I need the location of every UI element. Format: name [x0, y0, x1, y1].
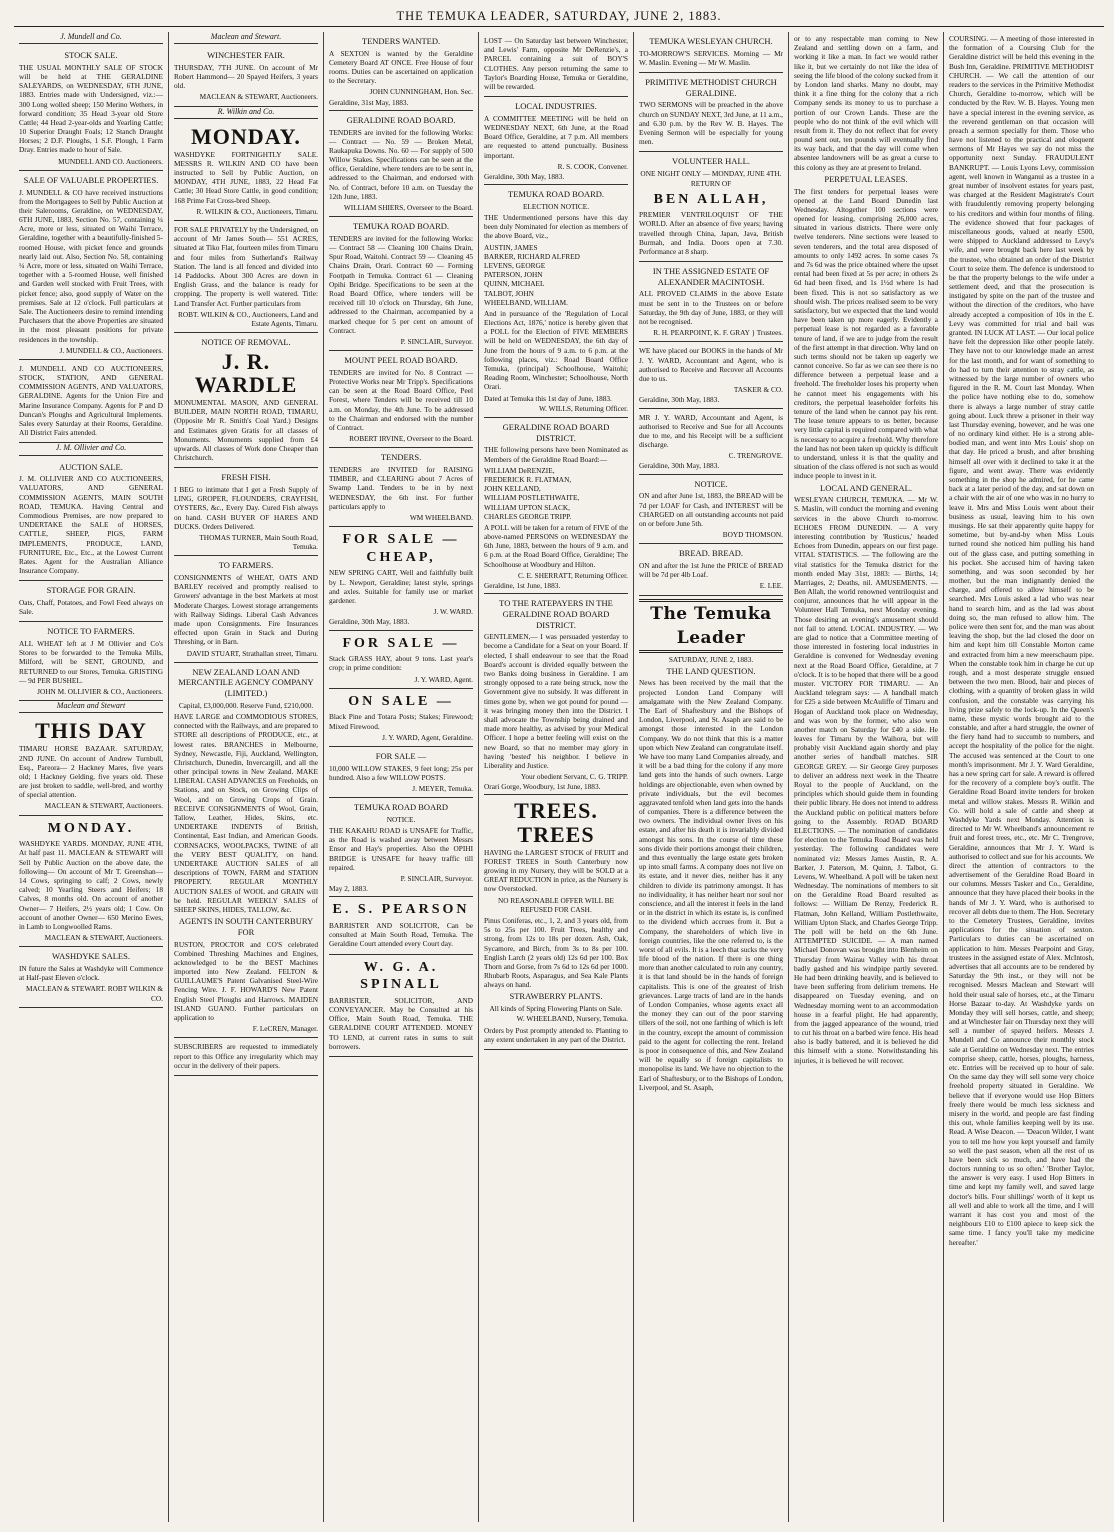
ad-body: CONSIGNMENTS of WHEAT, OATS AND BARLEY received and promptly realised to Growers' advantage in the best Markets at most Moderate Charges. Lowest storage arrangements with Railway Sidings. Liberal Cash Advances made upon Consignments. Fire Insurances effected upon Grain in Stack and During Threshing, or in Barn.: [174, 573, 318, 647]
ad-subtitle: AGENTS IN SOUTH CANTERBURY FOR: [178, 916, 314, 937]
ad-signature: J. Y. WARD, Agent.: [414, 674, 473, 684]
ad-date: Geraldine, 30th May, 1883.: [639, 461, 720, 471]
ad-headline: ON SALE —: [348, 693, 454, 709]
nominee-1: AUSTIN, JAMES: [484, 242, 538, 252]
ad-body: Black Pine and Totara Posts; Stakes; Firewood; Mixed Firewood.: [329, 712, 473, 731]
nominee-5: WILLIAM UPTON SLACK,: [484, 502, 571, 512]
nominee-6: TALBOT, JOHN: [484, 288, 534, 298]
ad-signature: WM WHEELBAND.: [409, 513, 473, 523]
ad-body: WE have placed our BOOKS in the hands of Mr J. Y. WARD, Accountant and Agent, who is authorised to Receive and Recover all Accounts due to us.: [639, 346, 783, 383]
header-mundell: J. Mundell and Co.: [19, 32, 163, 44]
ad-tenders: [329, 448, 473, 527]
ad-title: WINCHESTER FAIR.: [207, 50, 285, 61]
ad-date: Geraldine, 30th May, 1883.: [639, 395, 720, 405]
ad-title: IN THE ASSIGNED ESTATE OF ALEXANDER MACINTOSH.: [652, 266, 770, 287]
ad-private-sale: [174, 221, 318, 333]
ad-signature: C. TRENGROVE.: [728, 451, 783, 461]
ad-on-sale: [329, 689, 473, 747]
ad-capital: Capital, £3,000,000. Reserve Fund, £210,000.: [178, 700, 314, 710]
ad-aspinall: [329, 955, 473, 1057]
ad-subtitle: NOTICE.: [386, 814, 416, 824]
ad-title: BREAD. BREAD.: [679, 548, 743, 559]
ad-title: TEMUKA ROAD BOARD.: [352, 221, 450, 232]
ad-signature: J. MEYER, Temuka.: [412, 784, 473, 794]
ad-signature: J. Y. WARD, Agent, Geraldine.: [382, 732, 473, 742]
ad-grass-hay: [329, 631, 473, 689]
ad-body: THE KAKAHU ROAD is UNSAFE for Traffic, as the Road is washed away between Messrs Ensor and Hay's properties. Also the OPIHI BRIDGE is UNSAFE for heavy traffic till repaired.: [329, 826, 473, 872]
ad-subtitle: ELECTION NOTICE.: [522, 201, 590, 211]
ad-body: TENDERS are invited for No. 8 Contract — Protective Works near Mr Tripp's. Specifications can be seen at the Road Board Office, Peel Forest, where Tenders will be received till 10 a.m. on Monday, the 4th June. To be addressed to the Chairman and endorsed with the number of Contract.: [329, 367, 473, 432]
ad-body: A POLL will be taken for a return of FIVE of the above-named PERSONS on WEDNESDAY the 6th June, 1883, between the hours of 9 a.m. and 6 p.m. at the Road Board Office, Geraldine; The Schoolhouse at Woodbury and Hilton.: [484, 522, 628, 569]
ad-headline: W. G. A. SPINALL: [360, 959, 442, 993]
ad-title: NOTICE OF REMOVAL.: [201, 337, 291, 348]
ad-signature: P. SINCLAIR, Surveyor.: [400, 336, 473, 346]
ad-temuka-election: [484, 185, 628, 418]
ad-title: SALE OF VALUABLE PROPERTIES.: [23, 174, 159, 185]
ad-subscribers: [174, 1038, 318, 1076]
article-title: LOCAL AND GENERAL.: [820, 482, 912, 493]
ad-body: WASHDYKE FORTNIGHTLY SALE. MESSRS R. WILKIN AND CO have been instructed to Sell by Public Auction, on MONDAY, 4TH JUNE, 1883, 22 Head Fat Cattle; 30 Head Store Cattle, in good condition; 168 Prime Fat Cross-bred Sheep.: [174, 149, 318, 205]
ad-headline: THIS DAY: [35, 718, 147, 744]
ad-body: All kinds of Spring Flowering Plants on Sale.: [489, 1004, 623, 1014]
ad-mundell-agents: [19, 360, 163, 444]
ad-auction-sale: [19, 458, 163, 582]
ad-body: HAVING the LARGEST STOCK of FRUIT and FOREST TREES in South Canterbury now growing in my Nursery, they will be SOLD at a GREAT REDUCTION in price, as the Nursery is now Overstocked.: [484, 847, 628, 894]
ad-signature: DAVID STUART, Strathallan street, Timaru.: [186, 648, 318, 658]
ad-title: NEW ZEALAND LOAN AND MERCANTILE AGENCY COMPANY (LIMITED.): [178, 666, 314, 699]
ad-title: TEMUKA ROAD BOARD: [354, 802, 448, 813]
nominee-2: BARKER, RICHARD ALFRED: [484, 251, 580, 261]
ad-primitive-methodist: [639, 73, 783, 152]
ad-body: PREMIER VENTRILOQUIST OF THE WORLD. After an absence of five years; having travelled through China, Japan, Java, British Burmah, and India. Doors open at 7.30. Performance at 8 sharp.: [639, 210, 783, 256]
ad-title: STRAWBERRY PLANTS.: [509, 991, 603, 1002]
ad-note: NO REASONABLE OFFER WILL BE REFUSED FOR CASH.: [498, 895, 614, 914]
ad-jyward: [639, 409, 783, 475]
ad-signature: R. S. COOK, Convener.: [557, 161, 628, 171]
column-3: [324, 32, 479, 1522]
ad-body: Stack GRASS HAY, about 9 tons. Last year's crop; in prime condition:: [329, 654, 473, 673]
nameplate-date: SATURDAY, JUNE 2, 1883.: [668, 654, 754, 664]
ad-valuable-properties: [19, 171, 163, 360]
ad-signature: MACLEAN & STEWART, Auctioneers.: [44, 933, 163, 943]
ad-body: HAVE LARGE and COMMODIOUS STORES, connected with the Railways, and are prepared to STORE all descriptions of PRODUCE, etc., at lowest rates. BRANCHES in Melbourne, Sydney, Newcastle, Fiji, Auckland, Wellington, Christchurch, Dunedin, Invercargill, and all the other principal towns in New Zealand. MAKE LIBERAL CASH ADVANCES on Freeholds, on Stations, and on Stock, on Growing Clips of Wool, and on Growing Crops of Grain. RECEIVE CONSIGNMENTS of Wool, Grain, Tallow, Leather, Hides, Skins, etc. UNDERTAKE INDENTS of British, Continental, East Indian, and American Goods. CORNSACKS, WOOLPACKS, TWINE of all the VERY BEST QUALITY, on hand. UNDERTAKE AUCTION SALES of all descriptions of TOWN, FARM and STATION PROPERTY. REGULAR MONTHLY AUCTION SALES of WOOL and GRAIN will be held. REGULAR WEEKLY SALES of SHEEP SKINS, HIDES, TALLOW, &c.: [174, 711, 318, 914]
column-6: [789, 32, 944, 1522]
ad-date: Dated at Temuka this 1st day of June, 1883.: [484, 393, 612, 403]
ad-signature: R. WILKIN & CO., Auctioneers, Timaru.: [196, 206, 318, 216]
ad-volunteer-hall: [639, 152, 783, 262]
ad-note: Orders by Post promptly attended to. Planting to any extent undertaken in any part of the District.: [484, 1025, 628, 1044]
ad-horse-bazaar: [19, 715, 163, 815]
ad-body: NEW SPRING CART, Well and faithfully built by L. Newport, Geraldine; latest style, springs and axles. Suitable for family use or market gardener.: [329, 568, 473, 606]
nominee-7: WHEELBAND, WILLIAM.: [484, 297, 568, 307]
nominee-6: CHARLES GEORGE TRIPP.: [484, 511, 572, 521]
ad-to-farmers: [174, 556, 318, 662]
ad-signature: F. LeCREN, Manager.: [252, 1024, 318, 1034]
ad-body: And in pursuance of the 'Regulation of Local Elections Act, 1876,' notice is hereby given that a POLL for the Election of FIVE MEMBERS will be held on WEDNESDAY, the 6th day of June from the hours of 9 a.m. to 6 p.m. at the following places, viz.: Road Board Office Temuka, (principal) Schoolhouse, Waitohi; Reading Room, Winchester; Schoolhouse, North Orari.: [484, 308, 628, 392]
ad-washdyke-sales: [19, 947, 163, 1007]
ad-body: TENDERS are invited for the following Works:— Contract 58 — Cleaning 100 Chains Drain, Spur Road, Waitohi. Contract 59 — Cleaning 45 Chains Drain, Orari. Contract 60 — Forming Footpath in Temuka. Contract 61 — Cleaning Opihi Bridge. Specifications to be seen at the Road Board Office, where tenders will be received till 10 o'clock on Thursday, 6th June, addressed to the Chairman, accompanied by a marked cheque for 5 per cent on amount of Contract.: [329, 233, 473, 335]
ad-body: ALL WHEAT left at J M Ollivier and Co's Stores to be forwarded to the Temuka Mills, Milford, will be SENT, GROUND, and RETURNED to our Stores, Temuka. GRISTING — 9d PER BUSHEL.: [19, 639, 163, 685]
ad-headline: BEN ALLAH,: [653, 191, 769, 207]
page-masthead: THE TEMUKA LEADER, SATURDAY, JUNE 2, 1883.: [14, 6, 1104, 27]
ad-title: FRESH FISH.: [221, 472, 271, 483]
ad-signature: J. MUNDELL & CO., Auctioneers.: [59, 345, 163, 355]
ad-washdyke-fortnightly: [174, 121, 318, 221]
ad-signature: C. E. SHERRATT, Returning Officer.: [518, 570, 628, 580]
ad-body: BARRISTER AND SOLICITOR, Can be consulted at Main South Road, Temuka. The Geraldine Court attended every Court day.: [329, 921, 473, 949]
ad-signature: TASKER & CO.: [733, 385, 783, 395]
ad-bread: [639, 544, 783, 595]
ad-fresh-fish: [174, 468, 318, 556]
ad-signature: WILLIAM SHIERS, Overseer to the Board.: [343, 203, 473, 213]
ad-headline: FOR SALE —: [342, 635, 460, 651]
ad-title: TENDERS WANTED.: [361, 36, 441, 46]
ad-body: THURSDAY, 7TH JUNE. On account of Mr Robert Hammond— 20 Spayed Heifers, 3 years old.: [174, 62, 318, 91]
ad-temuka-road-board: [329, 217, 473, 351]
ad-signature: W. WHEELBAND, Nursery, Temuka.: [516, 1014, 628, 1024]
header-ollivier: J. M. Ollivier and Co.: [19, 443, 163, 455]
ad-signature: J. W. WARD.: [433, 607, 473, 617]
header-wilkin: R. Wilkin and Co.: [174, 107, 318, 119]
header-maclean: Maclean and Stewart: [19, 701, 163, 713]
ad-title: GERALDINE ROAD BOARD.: [346, 114, 456, 125]
ad-assigned-estate: [639, 262, 783, 342]
column-2: [169, 32, 324, 1522]
ad-body: TENDERS are INVITED for RAISING TIMBER, and CLEARING about 7 Acres of Swamp Land. Tenders to be in by next WEDNESDAY, the 6th inst. For further particulars apply to: [329, 465, 473, 511]
ad-title: TENDERS.: [380, 452, 422, 463]
ad-title: LOCAL INDUSTRIES.: [515, 101, 597, 112]
ad-headline: MONDAY.: [191, 123, 301, 149]
ad-signature: E. LEE.: [759, 581, 783, 591]
ad-date: Geraldine, 1st June, 1883.: [484, 581, 561, 590]
article-body: News has been received by the mail that the projected London Land Company will amalgamate with the New Zealand Company. The Earl of Shaftesbury and the Bishops of London, Liverpool, and St. Asaph are said to be amongst those interested in the London Company. We do not think that this is a matter upon which New Zealand can congratulate itself. We have too many Land Companies already, and it will be a bad thing for the colony if any more land gets into the hands of such owners. Large holdings are objectionable, even when owned by private individuals, but the evil becomes aggravated tenfold when land gets into the hands of companies. There is a difference between the two owners. The individual owner lives on his estate, and after his death it is invariably divided amongst his sons. In the course of time these sons divide their portions amongst their children, and thus eventually the large estate gets broken up into small farms. A company does not live on its estate, and it never dies, neither has it any children to divide its patrimony amongst. It has no individuality, it has neither heart nor soul nor conscience, and all the interest it feels in the land or in the district in which its estate is, is confined to the dividend which accrues from it. But a Company, the shareholders of which live in foreign countries, like the one referred to, is the worst of all evils. It is a leech that sucks the very life blood of the nation. If there is one thing more than another calculated to ruin any country, it is that land should be in the hands of foreign capitalists. This is one of the greatest of Irish grievances. Large tracts of land are in the hands of London Companies, whose agents exact all the money they can out of the poor starving tillers of the soil, not one farthing of which is left in the country, except the amount of commission paid to the agent for collecting the rent. Ireland is poor in consequence of this, and New Zealand will be equally so if foreign capitalists to monopolise its land. We have no objection to the Earl of Shaftesbury, or to the Bishops of London, Liverpool, and St. Asaph,: [639, 678, 783, 1092]
ad-signature: MUNDELL AND CO. Auctioneers.: [58, 156, 163, 166]
ad-willow-stakes: [329, 747, 473, 798]
ad-body: RUSTON, PROCTOR and CO'S celebrated Combined Threshing Machines and Engines, acknowledged to be the BEST Machines imported into New Zealand. FELTON & GUILLAUME'S Patent Galvanised Steel-Wire Fencing Wire. J. F. HOWARD'S New Patent English Steel Ploughs and Harrows. MAIDEN ISLAND GUANO. Further particulars on application to: [174, 939, 318, 1023]
ad-title: TEMUKA WESLEYAN CHURCH.: [649, 36, 773, 46]
ad-signature: JOHN CUNNINGHAM, Hon. Sec.: [369, 87, 473, 97]
newspaper-nameplate: The Temuka Leader: [639, 599, 783, 653]
ad-headline: TREES. TREES: [514, 798, 598, 847]
ad-title: STOCK SALE.: [64, 50, 118, 61]
ad-notice-removal: [174, 333, 318, 468]
ad-signature: BOYD THOMSON.: [722, 530, 783, 540]
article-body: COURSING. — A meeting of those interested in the formation of a Coursing Club for the Geraldine district will be held this evening in the Bush Inn, Geraldine. PRIMITIVE METHODIST CHURCH. — We call the attention of our readers to the services in the Primitive Methodist Church, Geraldine to-morrow, which will be conducted by the Rev. W. B. Hayes. Young men have a special interest in the evening service, as the reverend gentleman on that occasion will preach a sermon specially for them. Those who have not listened to the practical and eloquent sermons of Mr Hayes we say do not miss the opportunity next Sunday. FRAUDULENT BANKRUPT. — Louis Lyons Levy, commission agent, well known in Wanganui as a trustee in a great number of insolvent estates for years past, was charged at the Resident Magistrate's Court with fraudulently removing property belonging to his creditors and within four months of filing. The evidence showed that four packages of miscellaneous goods, valued at nearly £500, were shipped to Auckland addressed to Levy's wife, and were brought back here last week by the trustee, who obtained an order of the District Court to seize them. The defence is understood to be that the property belongs to the wife under a settlement deed, and that the prosecution is instigated by spite on the part of the trustee and without the direction of the creditors, who have already accepted a composition of 10s in the £. Levy was committed for trial and bail was granted. IN LUCK AT LAST. — Our local police have felt the depression like other people lately. They have not to our knowledge made an arrest for the last month, and for want of something to do had to turn their attention to stray cattle, as witnessed by the large number of owners who figured in the R. M. Court last Monday. When the police have nothing else to do, somehow there is always a large number of stray cattle going about. Luck threw a prisoner in their way last Thursday evening, however, and he was one of no ordinary kind either. He is a strong able-bodied man, and went into Mrs Louis' shop on that day. He priced a brush, and after brushing himself all over with it declined to take it at the figure, and went away. There was evidently something in the shop he admired, for he came back at a later period of the day, and sat down on a chair with the air of one who was in no hurry to leave it. Mrs and Miss Louis went about their business as usual, leaving him to his own musings. He sat their apparently quite happy for sometime, but by-and-by when Miss Louis turned round she noticed him pulling his hand out of the glass case, and putting something in his pocket. She accused him of having taken something, and was soon seconded by her mother, but the man indignantly denied the charge, and offered to allow himself to be searched. Mrs Louis asked a lad who was near hand to search him, and as the lad was about doing so, the man refused to allow him. The police were then sent for, and the man was about leaving the shop, but the lad closed the door on him and kept him till Constable Morton came and extracted from him a new meerschaum pipe. When the constable took him in charge he cut up rough, and a most desperate struggle ensued between the two men. Blood, hair and pieces of clothing, with a quantity of broken glass in wild confusion, and the constable was carrying his living prize safely to the lock-up. In the Queen's name, these mystic words brought aid to the constable, and after a hard struggle, the owner of the fiery hand had to succumb to numbers, and accept the hospitality of the police for the night. The accused was sentenced at the Court to one month's imprisonment. Mr J. Y. Ward Geraldine, has a new spring cart for sale. A reward is offered for the recovery of a complete boy's outfit. The Geraldine Road Board invite tenders for broken metal and willow stakes. Messrs R. Wilkin and Co. will hold a sale of cattle and sheep at Washdyke Yards next Monday. Attention is directed to Mr W. Wheelband's announcement re fruit and forest trees, etc., etc. Mr C. Trengrove, Geraldine, announces that Mr J. Y. Ward is authorised to collect and sue for his accounts. We direct the attention of contractors to the advertisement of the Geraldine Road Board in our columns. Messrs Tasker and Co., Geraldine, announce that they have placed their books in the hands of Mr J. Y. Ward, who is authorised to recover all debts due to them. The Hon. Secretary to the Cemetery Trustees, Geraldine, invites applications for the situation of sexton. Particulars to duties can be ascertained on application to him. Messrs Pearpoint and Gray, trustees in the assigned estate of Alex. McIntosh, advertises that all accounts are to be rendered by Saturday the 9th inst., or they will not be recognised. Messrs Maclean and Stewart will hold their usual sale of horses, etc., at the Timaru Horse Bazaar to-day. At Washdyke yards on Monday they will sell horses, cattle, and sheep; and at Winchester fair on Thursday next they will sell a number of spayed heifers. Messrs J. Mundell and Co announce their monthly stock sale at Geraldine on Wednesday next. The entries comprise sheep, cattle, horses, ploughs, harness, etc. Entries will be received up to hour of sale. On the same day they will sell some very choice freehold property situated in Geraldine. We believe that if everyone would use Hop Bitters freely there would be much less sickness and misery in the world, and people are fast finding this out, whole families keeping well by its use. Read. A Wise Deacon. — 'Deacon Wilder, I want you to tell me how you kept yourself and family so well the past season, when all the rest of us have been sick so much, and have had the doctors running to us so often.' 'Brother Taylor, the answer is very easy. I used Hop Bitters in time and kept my family well, and saved large doctor's bills. Four shillings' worth of it kept us all well and able to work all the time, and I will warrant it has cost you and most of the neighbours £10 to £100 apiece to keep sick the same time. I fancy you'll take my medicine hereafter.': [949, 34, 1094, 1247]
article-title: THE LAND QUESTION.: [666, 665, 756, 676]
ad-title: WASHDYKE SALES.: [52, 951, 130, 962]
ad-body: ON and after the 1st June the PRICE of BREAD will be 7d per 4lb Loaf.: [639, 561, 783, 580]
ad-tasker: [639, 342, 783, 408]
ad-title: MOUNT PEEL ROAD BOARD.: [344, 355, 458, 366]
ad-lost: [484, 32, 628, 97]
ad-subtitle: ONE NIGHT ONLY — MONDAY, JUNE 4TH.: [640, 169, 782, 179]
ad-signature: R. H. PEARPOINT, K. F. GRAY } Trustees.: [653, 328, 783, 338]
ad-winchester-fair: [174, 46, 318, 106]
column-7: [944, 32, 1099, 1522]
ad-body: IN future the Sales at Washdyke will Commence at Half-past Eleven o'clock.: [19, 964, 163, 983]
ad-date: Geraldine, 31st May, 1883.: [329, 97, 409, 107]
ad-notice-farmers: [19, 622, 163, 701]
ad-body: GENTLEMEN,— I was persuaded yesterday to become a Candidate for a Seat on your Board. If elected, I shall endeavour to see that the Road Board's account is divided equally between the two Banks doing business in Geraldine. I am strongly opposed to a rate being struck, now the Government give no subsidy. It was different in times gone by, when we got pound for pound — it was bringing money then into the District. I shall advocate the Township being drained and made more healthy, as advised by your Medical Officer. I hope a better feeling will exist on the new Board, so that no member may glory in having 'bested' his neighbor. I believe in Liberality and Justice.: [484, 632, 628, 770]
ad-tenders-wanted: [329, 32, 473, 111]
ad-ratepayers: [484, 594, 628, 795]
ad-body: TO-MORROW'S SERVICES. Morning — Mr W. Maslin. Evening — Mr W. Maslin.: [639, 48, 783, 67]
article-body: or to any respectable man coming to New Zealand and settling down on a farm, and working it like a man. In fact we would rather like it, but we certainly do not like the idea of seeing the life blood of the colony sucked from it by London land sharks. Many no doubt, may think it a fine thing for the colony that a rich Company sends its money to us to purchase a portion of our Crown Lands. These are the people who do not think of the evil which will result from it. They do not reflect that for every pound sent out, ten pounds will eventually find its way back, and that the day will come when absentee landowners will be as great a curse to this colony as they are at present to Ireland.: [794, 34, 938, 172]
ad-date: Orari Gorge, Woodbury, 1st June, 1883.: [484, 782, 601, 792]
ad-local-industries: [484, 97, 628, 185]
ad-title: NOTICE TO FARMERS.: [47, 626, 135, 637]
ad-signature: P. SINCLAIR, Surveyor.: [400, 874, 473, 884]
ad-body: J. MUNDELL AND CO AUCTIONEERS, STOCK, STATION, AND GENERAL COMMISSION AGENTS, AND VALUATORS, GERALDINE. Agents for the Union Fire and Marine Insurance Company. Agents for P and D Duncan's Ploughs and Agricultural Implements. Sales every Saturday at their Rooms, Geraldine. All District Fairs attended.: [19, 363, 163, 438]
ad-body: THE Undermentioned persons have this day been duly Nominated for election as members of the above Board, viz.,: [484, 213, 628, 241]
ad-return: RETURN OF: [690, 179, 732, 189]
ad-washdyke-yards: [19, 816, 163, 948]
ad-body: Oats, Chaff, Potatoes, and Fowl Feed always on Sale.: [19, 597, 163, 617]
ad-headline: J. R. WARDLE: [194, 348, 298, 397]
ad-body: THE following persons have been Nominated as Members of the Geraldine Road Board:—: [484, 445, 628, 464]
ad-price-list: Pinus Coniferas, etc., 1, 2, and 3 years old, from 5s to 25s per 100. Fruit Trees, healthy and strong, from 12s to 18s per dozen. Ash, Oak, Sycamore, and Birch, from 3s to 8s per 100. English Larch (2 years old) 12s 6d per 100. Box Thorn and Gorse, from 7s 6d to 12s 6d per 1000. Rhubarb Roots, Asparagus, and Sea Kale Plants always on hand.: [484, 915, 628, 990]
ad-title: VOLUNTEER HALL.: [672, 156, 750, 167]
ad-date: Geraldine, 30th May, 1883.: [329, 617, 410, 627]
ad-signature: MACLEAN & STEWART, Auctioneers.: [44, 801, 163, 811]
ad-body: I BEG to intimate that I get a Fresh Supply of LING, GROPER, FLOUNDERS, CRAYFISH, OYSTERS, &c., Every Day. Cured Fish always on hand. CASH BUYER OF HARES AND DUCKS. Orders Delivered.: [174, 484, 318, 531]
ad-headline: E. S. PEARSON: [332, 902, 470, 918]
nominee-1: WILLIAM DeRENZIE,: [484, 465, 555, 475]
ad-body: FOR SALE PRIVATELY by the Undersigned, on account of Mr James South— 551 ACRES, situated at Tiko Flat, fourteen miles from Timaru and four miles from Sutherland's Railway Station. The land is all fenced and divided into 14 Paddocks. About 300 Acres are down in English Grass, and the balance is ready for cropping. The property is well watered. Title: Land Transfer Act. Further particulars from: [174, 225, 318, 308]
ad-trees: [484, 795, 628, 1049]
ad-date: Geraldine, 30th May, 1883.: [484, 171, 565, 181]
article-body: The first tenders for perpetual leases were opened at the Land Board Dunedin last Wednesday. Altogether 100 sections were opened for leasing, comprising 26,000 acres, situated in various districts. There were only twelve tenderers. Nine sections were leased to seven tenderers, and the total area disposed of amounts to only 1492 acres. In some cases 7s and 7s 6d was the price obtained where the upset rental had been fixed at 5s per acre; in others 2s 6d had been fixed, and 1s 1½d where 1s had been fixed. This is not so satisfactory as we should wish. The prices realised seem to be very satisfactory, but we expected that the land would have been taken up more eagerly. Evidently a perpetual lease is not regarded as a favorable tenure of land, if we are to judge from the result of the first attempt in that direction. Why land on such terms should not be taken up eagerly we cannot conceive. So far as we can see there is no difference between a perpetual lease and a freehold. The freeholder loses his property when he cannot meet his engagements with his creditors, the perpetual leaseholder forfeits his tenure of the land when he cannot pay his rent. The lease tenure appears to us better, because very little capital is required compared with what is necessary to acquire a freehold. Why therefore the land has not been taken up quickly is difficult to understand, unless it is that the quality and situation of the class offered is not such as would induce people to invest in it.: [794, 186, 938, 481]
ad-geraldine-district: [484, 418, 628, 594]
ad-title: NOTICE.: [694, 478, 728, 489]
ad-wesleyan: [639, 32, 783, 73]
ad-body: ON and after June 1st, 1883, the BREAD will be 7d per LOAF for Cash, and INTEREST will be CHARGED on all outstanding accounts not paid on or before June 5th.: [639, 491, 783, 528]
ad-body: J. M. OLLIVIER AND CO AUCTIONEERS, VALUATORS, AND GENERAL COMMISSION AGENTS, MAIN SOUTH ROAD, TEMUKA. Having Central and Commodious Premises, are now prepared to UNDERTAKE the SALE of HORSES, CATTLE, SHEEP, PIGS, FARM IMPLEMENTS, PRODUCE, LAND, FURNITURE, Etc., Etc., at the Lowest Current Rates. Agent for the Australian Alliance Insurance Company.: [19, 474, 163, 576]
ad-body: ALL PROVED CLAIMS in the above Estate must be sent in to the Trustees on or before Saturday, the 9th day of June, 1883, or they will not be recognised.: [639, 289, 783, 327]
ad-body: WASHDYKE YARDS. MONDAY, JUNE 4TH, At half past 11. MACLEAN & STEWART will Sell by Public Auction on the above date, the following— On account of Mr T. Greenshan— 14 Cows, springing to calf; 2 Cows, newly calved; 10 Yearling Steers and Heifers; 18 Calves, 8 months old. On account of another Owner— 7 Heifers, 2½ years old; 1 Cow. On account of another Owner— 650 Merino Ewes, in Lamb to Longwoolled Rams.: [19, 839, 163, 931]
nominee-3: JOHN KELLAND,: [484, 484, 541, 494]
ad-signature: W. WILLS, Returning Officer.: [538, 403, 628, 413]
ad-signature: THOMAS TURNER, Main South Road, Temuka.: [199, 532, 318, 552]
ad-title: PRIMITIVE METHODIST CHURCH GERALDINE.: [645, 77, 777, 98]
header-maclean: Maclean and Stewart.: [174, 32, 318, 44]
article-body: WESLEYAN CHURCH, TEMUKA. — Mr W. S. Maslin, will conduct the morning and evening services in the above Church to-morrow. ECHOES FROM DUNEDIN. — A very interesting contribution by 'Rusticus,' headed Echoes from Dunedin, appears on our first page. VITAL STATISTICS. — The following are the vital statistics for the Temuka district for the month ended May 31st, 1883: — Births, 14; Marriages, 2; Deaths, nil. AMUSEMENTS. — Ben Allah, the world renowned ventriloquist and conjuror, announces that he will appear in the Volunteer Hall Temuka, next Monday evening. Those desiring an evening's amusement should not fail to attend. LOCAL INDUSTRY. — We are glad to notice that a Committee meeting of those interested in fostering local industries in Geraldine is convened for Wednesday evening next at the Road Board Office, Geraldine, at 7 o'clock. It is to be hoped that there will be a good muster. VICTORY FOR TIMARU. — An Auckland telegram says: — A handball match for £25 a side between McAuliffe of Timaru and Hogan of Auckland took place on Wednesday, and was won by the former, who also won another match on Saturday for £40 a side. He leaves for Timaru by the Waihora, but will probably visit Auckland again shortly and play another series of handball matches. SIR GEORGE GREY. — Sir George Grey purposes to deliver an address next week in the Theatre Royal to the people of Auckland, on the principles which should guide them in founding their public library. He does not intend to address the Auckland public on political matters before going to the Assembly. ROAD BOARD ELECTIONS. — The nomination of candidates for election to the Temuka Road Board was held yesterday. The following candidates were nominated viz: Messrs James Austin, R. A. Barker, J. Paterson, M. Quinn, J. Talbot, G. Levens, W. Wheelband. A poll will be taken next Wednesday. The nominations of members to sit on the Geraldine Road Board resulted as follows: — William De Renzy, Frederick R. Flatman, John Kelland, William Postlethwaite, William Upton Slack, and Charles George Tripp. The poll will be held on the 6th June. ATTEMPTED SUICIDE. — A man named Michael Donovan was brought into Blenheim on Thursday from Wairau Valley with his throat badly gashed and his windpipe partly severed. He had been drinking heavily, and is believed to have been suffering from delirium tremens. He disappeared on Tuesday evening, and on Wednesday morning went to an accommodation house in a fearful plight. He had apparently, from the jagged appearance of the wound, tried to cut his throat on a barbed wire fence. His head also is badly battered, and it is believed he did this himself with a stone. Notwithstanding his injuries, it is believed he will recover.: [794, 495, 939, 1065]
ad-body: BARRISTER, SOLICITOR, AND CONVEYANCER. May be Consulted at his Office, Main South Road, Temuka. THE GERALDINE COURT ATTENDED. MONEY TO LEND, at current rates in sums to suit borrowers.: [329, 995, 473, 1051]
nominee-3: LEVENS, GEORGE: [484, 260, 546, 270]
ad-title: TO THE RATEPAYERS IN THE GERALDINE ROAD BOARD DISTRICT.: [499, 598, 613, 630]
ad-body: LOST — On Saturday last between Winchester, and Lewis' Farm, opposite Mr DeRenzie's, a PARCEL containing a suit of BOY'S CLOTHES. Any person returning the same to Taylor's Boarding House, Temuka or Geraldine, will be rewarded.: [484, 36, 628, 91]
ad-signature: MACLEAN & STEWART. ROBT WILKIN & CO.: [26, 984, 163, 1003]
nominee-2: FREDERICK R. FLATMAN,: [484, 474, 572, 484]
ad-body: THE USUAL MONTHLY SALE OF STOCK will be held at THE GERALDINE SALEYARDS, on WEDNESDAY, 6TH JUNE, 1883. Entries made with Undersigned, viz.:— 300 Long wolled sheep; 150 Merino Wethers, in forward condition; 35 Head 3-year old Store Cattle; 44 Head 2-year-olds and Yearling Cattle; 10 Superior Draught Foals; 12 Stanch Draught Horses; 2 D.F. Ploughs, 1 S.F. Plough, 1 Farm Dray. Entries made to hour of Sale.: [19, 62, 163, 155]
ad-kakahu-road: [329, 798, 473, 897]
ad-nz-loan: [174, 663, 318, 1039]
ad-body: SUBSCRIBERS are requested to immediately report to this Office any irregularity which may occur in the delivery of their papers.: [174, 1042, 318, 1070]
ad-title: STORAGE FOR GRAIN.: [46, 585, 136, 596]
ad-signature: ROBERT IRVINE, Overseer to the Board.: [349, 434, 473, 444]
nominee-4: WILLIAM POSTLETHWAITE,: [484, 493, 580, 503]
ad-body: MR J. Y. WARD, Accountant and Agent, is authorised to Receive and Sue for all Accounts due to me, and his Receipt will be a sufficient discharge.: [639, 412, 783, 450]
article-title: PERPETUAL LEASES.: [824, 173, 908, 184]
column-5: [634, 32, 789, 1522]
ad-notice-bread: [639, 475, 783, 545]
column-1: [14, 32, 169, 1522]
ad-stock-sale: [19, 46, 163, 171]
ad-storage-grain: [19, 581, 163, 622]
ad-signature: MACLEAN & STEWART, Auctioneers.: [199, 92, 318, 102]
ad-geraldine-road-board: [329, 111, 473, 217]
ad-headline: MONDAY.: [47, 820, 135, 836]
ad-pearson: [329, 897, 473, 954]
ad-body: J. MUNDELL & CO have received instructions from the Mortgagees to Sell by Public Auction at their Salerooms, Geraldine, on WEDNESDAY, 6TH JUNE, 1883, Section No. 57, containing ¼ Acre, more or less, situated on Waihi Terrace, Geraldine, together with a beautifully-finished 5-roomed House, with picket fence and grounds nearly laid out. Also, Section No. 58, containing ¼ Acre, more or less, situated on Waihi Terrace, together with a 5-roomed House, well finished and Garden well stocked with Fruit Trees, with picket fence; also, good supply of Water on the premises. Sale at 12 o'clock. Full particulars at Sale. The Auctioneers desire to remind intending Purchasers that the above Properties are situated in the most pleasant positions for private residences in the township.: [19, 187, 163, 344]
nominee-5: QUINN, MICHAEL: [484, 279, 545, 289]
ad-date: May 2, 1883.: [329, 884, 368, 894]
ad-body: A COMMITTEE MEETING will be held on WEDNESDAY NEXT, 6th June, at the Road Board Office, Geraldine, at 7 p.m. All members are requested to attend punctually. Business important.: [484, 113, 628, 160]
ad-title: TEMUKA ROAD BOARD.: [507, 189, 605, 200]
ad-body: TIMARU HORSE BAZAAR. SATURDAY, 2ND JUNE. On account of Andrew Turnbull, Esq., Pareora— 2 Hackney Mares, five years old; 1 Hackney Gelding, five years old. These are just broken to saddle, well-bred, and worthy of special attention.: [19, 744, 163, 800]
ad-title: AUCTION SALE.: [59, 461, 123, 472]
ad-title: TO FARMERS.: [218, 560, 274, 571]
nominee-4: PATERSON, JOHN: [484, 270, 543, 280]
ad-body: TWO SERMONS will be preached in the above church on SUNDAY NEXT, 3rd June, at 11 a.m., and 6.30 p.m. by the Rev W. B. Hayes. The Evening Sermon will be especially for young men.: [639, 100, 783, 147]
ad-signature: Your obedient Servant, C. G. TRIPP.: [520, 772, 628, 782]
ad-body: MONUMENTAL MASON, AND GENERAL BUILDER, MAIN NORTH ROAD, TIMARU, (Opposite Mr R. Smith's Coal Yard.) Designs and Estimates given Gratis for all classes of Monuments. Monuments supplied from £4 upwards. All classes of Work done Cheaper than Christchurch.: [174, 397, 318, 463]
ad-body: 10,000 WILLOW STAKES, 9 feet long; 25s per hundred. Also a few WILLOW POSTS.: [329, 763, 473, 782]
ad-body: A SEXTON is wanted by the Geraldine Cemetery Board AT ONCE. Free House of four rooms. Duties can be ascertained on application to the Secretary.: [329, 48, 473, 86]
ad-headline: FOR SALE — CHEAP,: [342, 532, 460, 565]
ad-signature: ROBT. WILKIN & CO., Auctioneers, Land and Estate Agents, Timaru.: [178, 309, 318, 328]
ad-title: FOR SALE —: [375, 750, 427, 761]
ad-body: TENDERS are invited for the following Works:— Contract — No. 59 — Broken Metal, Raukapuka Downs. No. 60 — For supply of 500 Willow Stakes. Specifications can be seen at the office, Geraldine, where tenders are to be sent in, addressed to the Chairman, and endorsed with No. of Contract, before 10 a.m. on Tuesday the 12th June, 1883.: [329, 127, 473, 201]
ad-signature: JOHN M. OLLIVIER & CO., Auctioneers.: [37, 686, 163, 696]
ad-spring-cart: [329, 527, 473, 630]
ad-mount-peel: [329, 351, 473, 448]
ad-title: GERALDINE ROAD BOARD DISTRICT.: [502, 421, 610, 443]
column-4: [479, 32, 634, 1522]
